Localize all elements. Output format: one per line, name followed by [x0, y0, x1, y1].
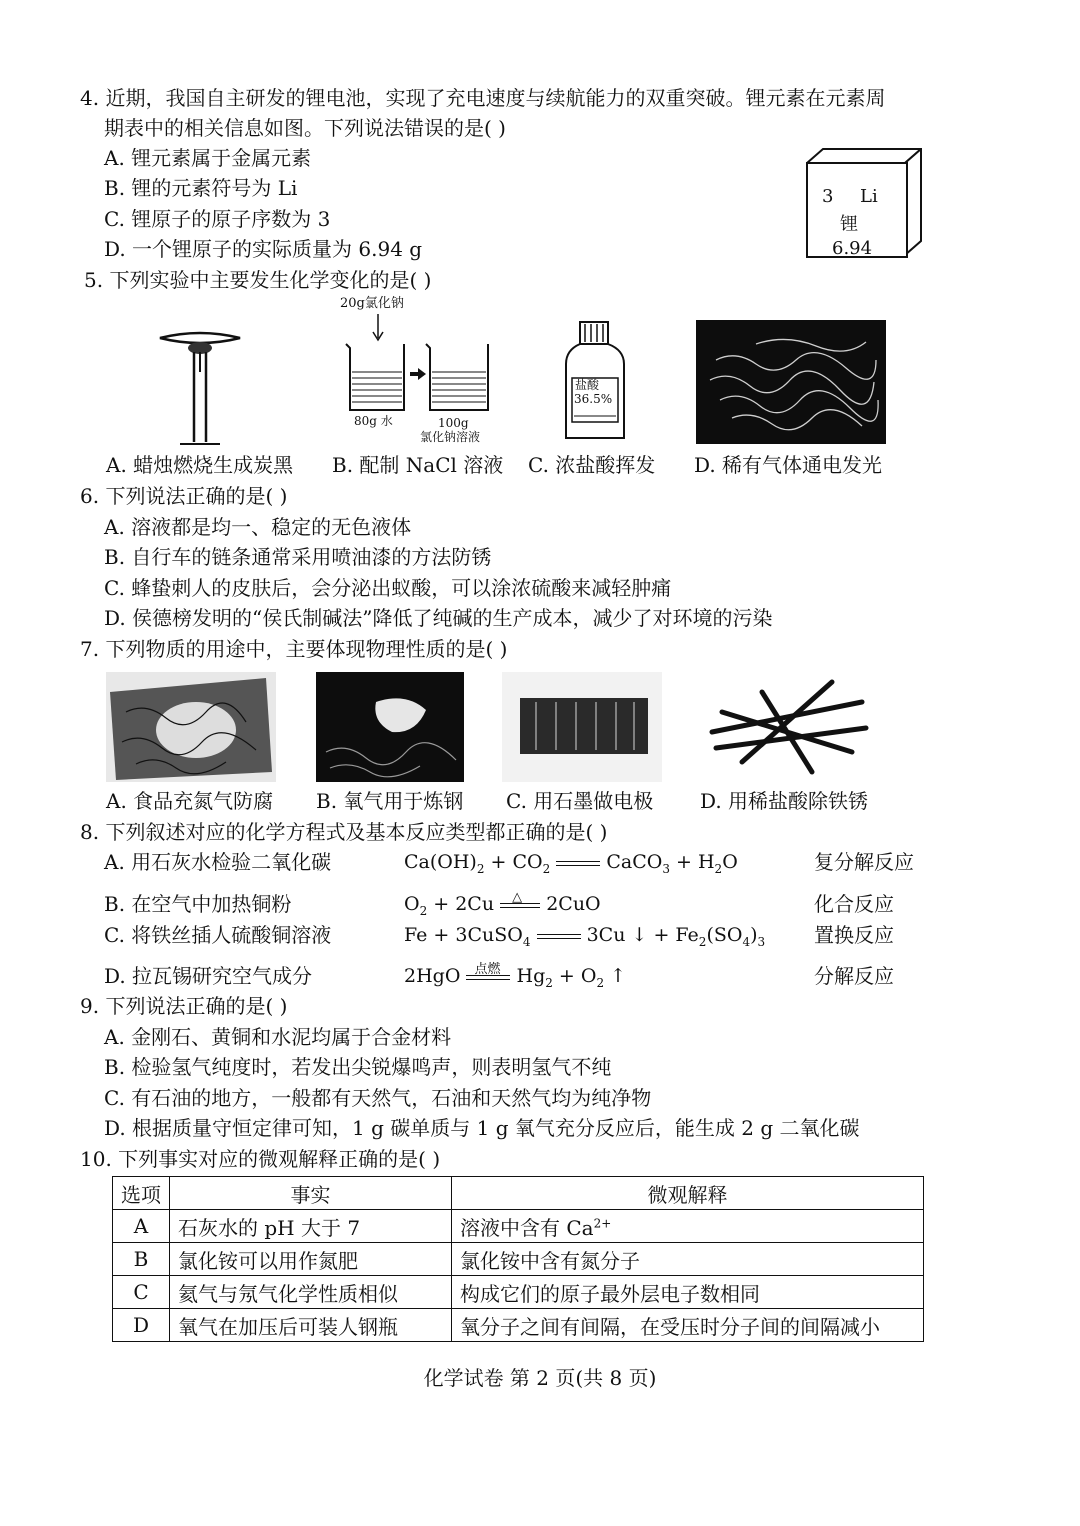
page-footer: 化学试卷 第 2 页(共 8 页)	[423, 1366, 657, 1390]
q7-caption-a: A. 食品充氮气防腐	[106, 789, 274, 813]
header-option: 选项	[113, 1177, 170, 1210]
element-name: 锂	[840, 214, 858, 235]
q9-option-b: B. 检验氢气纯度时，若发出尖锐爆鸣声，则表明氢气不纯	[104, 1055, 612, 1079]
lithium-element-card	[806, 148, 922, 259]
q9-option-c: C. 有石油的地方，一般都有天然气，石油和天然气均为纯净物	[104, 1086, 652, 1110]
bottle-label-name: 盐酸	[575, 378, 600, 392]
bottle-label-concentration: 36.5%	[574, 392, 613, 406]
q9-stem: 9. 下列说法正确的是( )	[80, 994, 288, 1018]
solution-mass-label: 100g	[438, 416, 469, 430]
rare-gas-discharge-photo	[696, 320, 886, 444]
q8-row-a-desc: A. 用石灰水检验二氧化碳	[104, 850, 332, 874]
q6-option-b: B. 自行车的链条通常采用喷油漆的方法防锈	[104, 545, 492, 569]
row-explanation: 氧分子之间有间隔，在受压时分子间的间隔减小	[452, 1309, 924, 1342]
q4-option-d: D. 一个锂原子的实际质量为 6.94 g	[104, 237, 423, 261]
q5-caption-d: D. 稀有气体通电发光	[694, 453, 883, 477]
q4-option-a: A. 锂元素属于金属元素	[104, 146, 312, 170]
q5-caption-a: A. 蜡烛燃烧生成炭黑	[106, 453, 294, 477]
q4-option-c: C. 锂原子的原子序数为 3	[104, 207, 331, 231]
atomic-mass: 6.94	[832, 238, 873, 259]
solution-name-label: 氯化钠溶液	[420, 430, 481, 444]
atomic-number: 3	[822, 186, 834, 207]
row-explanation: 氯化铵中含有氮分子	[452, 1243, 924, 1276]
row-fact: 氦气与氖气化学性质相似	[170, 1276, 452, 1309]
q6-option-c: C. 蜂蛰刺人的皮肤后，会分泌出蚁酸，可以涂浓硫酸来减轻肿痛	[104, 576, 672, 600]
solution-preparation-figure	[340, 312, 500, 416]
water-label: 80g 水	[354, 414, 393, 428]
q6-option-a: A. 溶液都是均一、稳定的无色液体	[104, 515, 412, 539]
row-option: C	[113, 1276, 170, 1309]
q8-equation-b: $O_2 + 2Cu$ △ 2CuO	[404, 889, 601, 918]
q8-row-d-desc: D. 拉瓦锡研究空气成分	[104, 964, 313, 988]
q5-caption-b: B. 配制 NaCl 溶液	[332, 453, 504, 477]
row-option: A	[113, 1210, 170, 1243]
element-symbol: Li	[860, 186, 878, 207]
header-fact: 事实	[170, 1177, 452, 1210]
row-fact: 石灰水的 pH 大于 7	[170, 1210, 452, 1243]
q7-caption-d: D. 用稀盐酸除铁锈	[700, 789, 869, 813]
q8-equation-c: Fe + 3CuSO$_4$ 3Cu ↓ + $Fe_2(SO_4)_3$	[404, 924, 766, 949]
q10-stem: 10. 下列事实对应的微观解释正确的是( )	[80, 1147, 441, 1171]
graphite-photo-texture	[502, 672, 662, 782]
graphite-electrode-photo	[502, 672, 662, 782]
rare-gas-photo-texture	[696, 320, 886, 444]
q4-stem-line2: 期表中的相关信息如图。下列说法错误的是( )	[104, 116, 506, 140]
q7-caption-c: C. 用石墨做电极	[506, 789, 654, 813]
q8-stem: 8. 下列叙述对应的化学方程式及基本反应类型都正确的是( )	[80, 820, 608, 844]
row-fact: 氧气在加压后可装人钢瓶	[170, 1309, 452, 1342]
q8-row-c-desc: C. 将铁丝插人硫酸铜溶液	[104, 923, 332, 947]
q9-option-d: D. 根据质量守恒定律可知，1 g 碳单质与 1 g 氧气充分反应后，能生成 2 g 二氧化碳	[104, 1116, 860, 1140]
steelmaking-photo-texture	[316, 672, 464, 782]
steelmaking-oxygen-photo	[316, 672, 464, 782]
nails-figure	[702, 672, 872, 782]
table-row	[113, 1243, 924, 1276]
row-explanation: 溶液中含有 $Ca^{2+}$	[452, 1210, 924, 1243]
header-explanation: 微观解释	[452, 1177, 924, 1210]
q8-equation-d: 2HgO 点燃 $Hg_2 + O_2$ ↑	[404, 961, 627, 990]
table-row	[113, 1276, 924, 1309]
q5-caption-c: C. 浓盐酸挥发	[528, 453, 656, 477]
rusty-nails-photo	[702, 672, 872, 782]
q10-table	[112, 1176, 924, 1342]
salt-label: 20g氯化钠	[340, 296, 404, 311]
row-option: B	[113, 1243, 170, 1276]
q7-stem: 7. 下列物质的用途中，主要体现物理性质的是( )	[80, 637, 508, 661]
row-explanation: 构成它们的原子最外层电子数相同	[452, 1276, 924, 1309]
row-fact: 氯化铵可以用作氮肥	[170, 1243, 452, 1276]
q8-equation-a: $Ca(OH)_2 + CO_2$ CaCO$_3$ + $H_2O$	[404, 851, 738, 876]
q8-row-c-type: 置换反应	[814, 923, 894, 947]
q6-stem: 6. 下列说法正确的是( )	[80, 484, 288, 508]
q10-table-header	[113, 1177, 924, 1210]
q8-row-b-type: 化合反应	[814, 892, 894, 916]
q4-stem-line1: 4. 近期，我国自主研发的锂电池，实现了充电速度与续航能力的双重突破。锂元素在元素周	[80, 86, 886, 110]
q7-caption-b: B. 氧气用于炼钢	[316, 789, 464, 813]
table-row	[113, 1309, 924, 1342]
q6-option-d: D. 侯德榜发明的“侯氏制碱法”降低了纯碱的生产成本，减少了对环境的污染	[104, 606, 773, 630]
q8-row-b-desc: B. 在空气中加热铜粉	[104, 892, 292, 916]
candle-figure	[150, 322, 250, 446]
q5-stem: 5. 下列实验中主要发生化学变化的是( )	[84, 268, 432, 292]
q4-option-b: B. 锂的元素符号为 Li	[104, 176, 298, 200]
nitrogen-photo-texture	[106, 672, 276, 782]
table-row	[113, 1210, 924, 1243]
q9-option-a: A. 金刚石、黄铜和水泥均属于合金材料	[104, 1025, 452, 1049]
element-card-face	[806, 162, 908, 258]
q8-row-d-type: 分解反应	[814, 964, 894, 988]
row-option: D	[113, 1309, 170, 1342]
q8-row-a-type: 复分解反应	[814, 850, 914, 874]
nitrogen-packaging-photo	[106, 672, 276, 782]
